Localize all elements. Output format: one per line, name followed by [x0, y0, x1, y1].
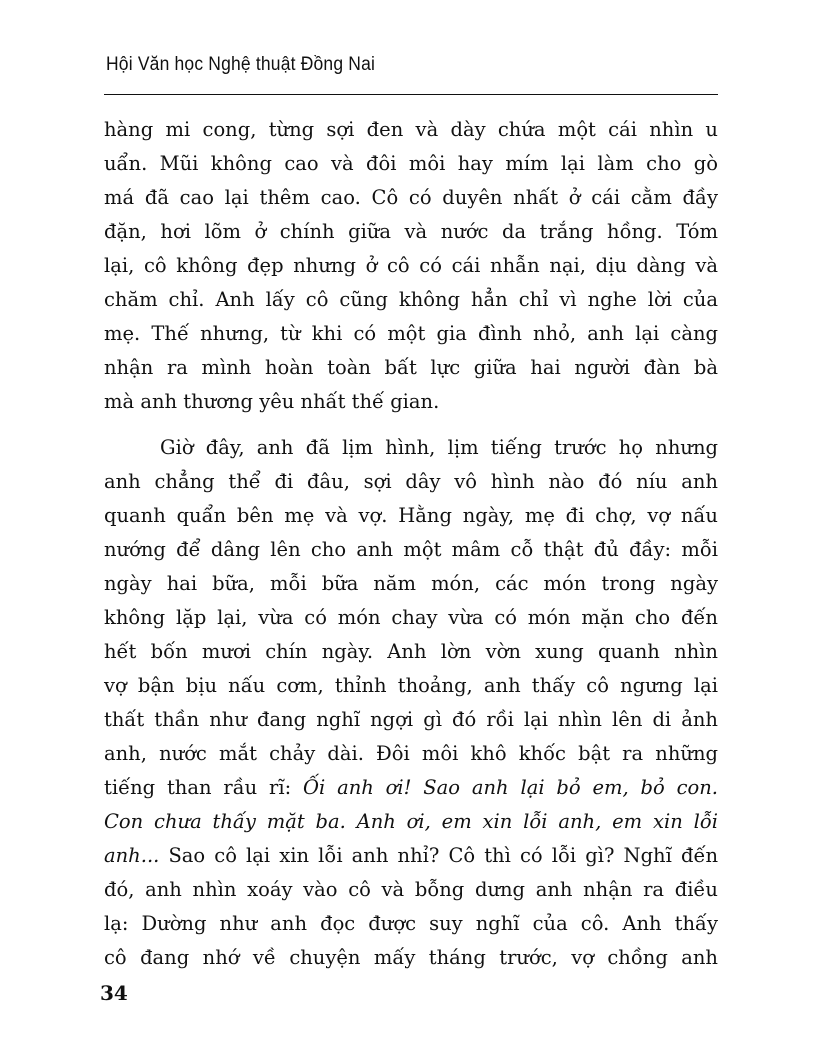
text-line: đặn, hơi lõm ở chính giữa và nước da trắng hồng. Tóm [104, 220, 718, 243]
text-line: thất thần như đang nghĩ ngợi gì đó rồi lại nhìn lên di ảnh [104, 708, 718, 731]
text-line: không lặp lại, vừa có món chay vừa có món mặn cho đến [104, 606, 718, 629]
text-line: lại, cô không đẹp nhưng ở cô có cái nhẫn nại, dịu dàng và [104, 254, 718, 277]
text-line: ngày hai bữa, mỗi bữa năm món, các món trong ngày [104, 572, 718, 595]
plain-text: Sao cô lại xin lỗi anh nhỉ? Cô thì có lỗi gì? Nghĩ đến [159, 844, 718, 867]
page-number: 34 [100, 981, 128, 1005]
text-line-italic [104, 805, 718, 839]
text-line: anh, nước mắt chảy dài. Đôi môi khô khốc bật ra những [104, 742, 718, 765]
text-line: hết bốn mươi chín ngày. Anh lờn vờn xung quanh nhìn [104, 640, 718, 663]
text-line: cô đang nhớ về chuyện mấy tháng trước, vợ chồng anh [104, 946, 718, 969]
body-text [104, 113, 718, 975]
running-header: Hội Văn học Nghệ thuật Đồng Nai [106, 54, 376, 75]
text-line: mà anh thương yêu nhất thế gian. [104, 390, 440, 413]
italic-quote: Ối anh ơi! Sao anh lại bỏ em, bỏ con. [303, 776, 718, 799]
text-line: lạ: Dường như anh đọc được suy nghĩ của cô. Anh thấy [104, 912, 718, 935]
text-line: mẹ. Thế nhưng, từ khi có một gia đình nhỏ, anh lại càng [104, 322, 718, 345]
text-line: đó, anh nhìn xoáy vào cô và bỗng dưng anh nhận ra điều [104, 878, 718, 901]
italic-quote: Con chưa thấy mặt ba. Anh ơi, em xin lỗi anh, em xin lỗi [104, 810, 718, 833]
text-line-mixed [104, 771, 718, 805]
text-line: vợ bận bịu nấu cơm, thỉnh thoảng, anh thấy cô ngưng lại [104, 674, 718, 697]
header-rule [104, 94, 718, 95]
text-line: nhận ra mình hoàn toàn bất lực giữa hai người đàn bà [104, 356, 718, 379]
text-line: Giờ đây, anh đã lịm hình, lịm tiếng trước họ nhưng [160, 436, 718, 459]
text-line: uẩn. Mũi không cao và đôi môi hay mím lại làm cho gò [104, 152, 718, 175]
text-line: anh chẳng thể đi đâu, sợi dây vô hình nào đó níu anh [104, 470, 718, 493]
paragraph-gap [104, 419, 718, 431]
text-line: má đã cao lại thêm cao. Cô có duyên nhất ở cái cằm đầy [104, 186, 718, 209]
text-line: hàng mi cong, từng sợi đen và dày chứa một cái nhìn u [104, 118, 718, 141]
text-line: nướng để dâng lên cho anh một mâm cỗ thật đủ đầy: mỗi [104, 538, 718, 561]
text-line-mixed [104, 839, 718, 873]
italic-quote: anh... [104, 844, 160, 867]
text-line: quanh quẩn bên mẹ và vợ. Hằng ngày, mẹ đi chợ, vợ nấu [104, 504, 718, 527]
plain-text: tiếng than rầu rĩ: [104, 776, 304, 799]
text-line: chăm chỉ. Anh lấy cô cũng không hẳn chỉ vì nghe lời của [104, 288, 718, 311]
